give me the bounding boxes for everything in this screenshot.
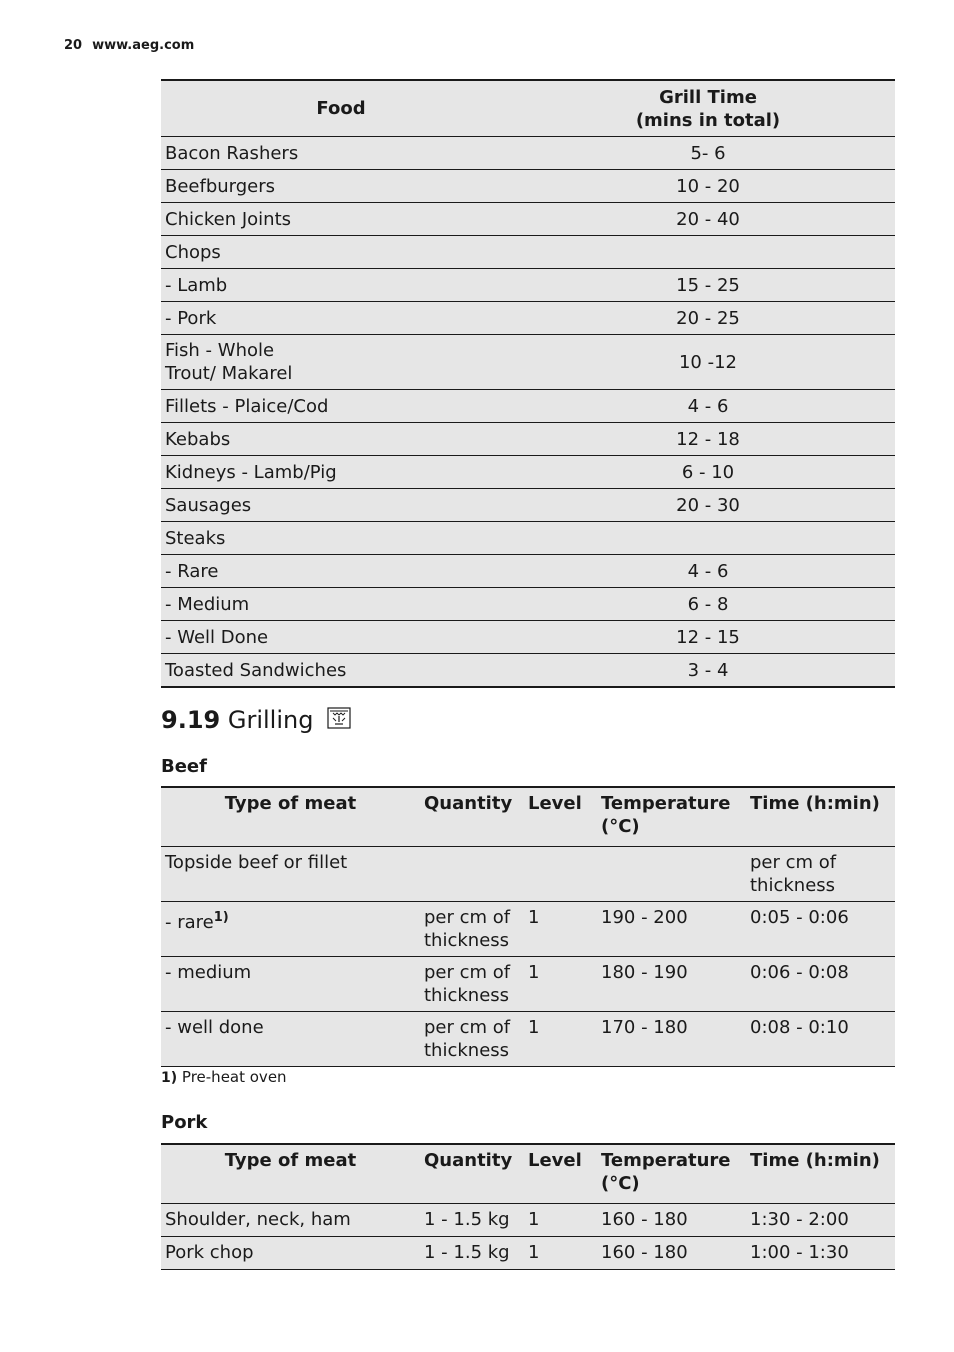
table-row xyxy=(161,423,895,456)
footnote-marker: 1) xyxy=(161,1070,178,1086)
food-cell: Bacon Rashers xyxy=(161,137,521,170)
food-cell: Chicken Joints xyxy=(161,203,521,236)
footnote-ref: 1) xyxy=(213,910,229,925)
food-cell: Sausages xyxy=(161,489,521,522)
type-cell xyxy=(161,1012,420,1067)
type-text: - medium xyxy=(165,962,252,983)
level-cell: 1 xyxy=(524,1237,597,1270)
time-column-header: Time (h:min) xyxy=(746,787,895,847)
food-cell: Toasted Sandwiches xyxy=(161,654,521,688)
temperature-cell: 170 - 180 xyxy=(597,1012,746,1067)
time-cell: 1:30 - 2:00 xyxy=(746,1204,895,1237)
table-row xyxy=(161,847,895,902)
table-row xyxy=(161,555,895,588)
table-header-row xyxy=(161,787,895,847)
beef-table xyxy=(161,786,895,1067)
time-cell: 0:05 - 0:06 xyxy=(746,902,895,957)
type-text: Topside beef or fillet xyxy=(165,852,348,873)
food-cell: Beefburgers xyxy=(161,170,521,203)
quantity-column-header: Quantity xyxy=(420,787,524,847)
grill-time-cell: 20 - 40 xyxy=(521,203,895,236)
type-text: - rare xyxy=(165,912,214,933)
type-column-header: Type of meat xyxy=(161,1144,420,1204)
table-row xyxy=(161,588,895,621)
table-row xyxy=(161,957,895,1012)
page-number: 20 xyxy=(64,38,83,53)
table-row xyxy=(161,1012,895,1067)
food-cell: - Well Done xyxy=(161,621,521,654)
quantity-cell: per cm of thickness xyxy=(420,957,524,1012)
table-row xyxy=(161,902,895,957)
quantity-cell: 1 - 1.5 kg xyxy=(420,1204,524,1237)
quantity-cell: per cm of thickness xyxy=(420,1012,524,1067)
time-cell: per cm of thickness xyxy=(746,847,895,902)
grill-time-cell: 20 - 25 xyxy=(521,302,895,335)
beef-subheading: Beef xyxy=(161,756,207,777)
quantity-cell: 1 - 1.5 kg xyxy=(420,1237,524,1270)
type-text: Shoulder, neck, ham xyxy=(165,1209,351,1230)
table-row xyxy=(161,1204,895,1237)
time-cell: 1:00 - 1:30 xyxy=(746,1237,895,1270)
pork-table xyxy=(161,1143,895,1270)
grill-time-cell: 12 - 18 xyxy=(521,423,895,456)
table-row xyxy=(161,1237,895,1270)
grill-time-cell: 3 - 4 xyxy=(521,654,895,688)
level-cell: 1 xyxy=(524,1012,597,1067)
food-cell: Kidneys - Lamb/Pig xyxy=(161,456,521,489)
grill-time-cell: 4 - 6 xyxy=(521,555,895,588)
temperature-column-header: Temperature (°C) xyxy=(597,787,746,847)
footnote-text: Pre-heat oven xyxy=(181,1068,287,1086)
page-header xyxy=(64,38,204,53)
temperature-cell: 160 - 180 xyxy=(597,1204,746,1237)
time-cell: 0:08 - 0:10 xyxy=(746,1012,895,1067)
food-cell: Fillets - Plaice/Cod xyxy=(161,390,521,423)
table-row xyxy=(161,335,895,390)
grill-time-cell: 5- 6 xyxy=(521,137,895,170)
type-column-header: Type of meat xyxy=(161,787,420,847)
level-column-header: Level xyxy=(524,787,597,847)
table-row xyxy=(161,236,895,269)
food-column-header: Food xyxy=(161,80,521,137)
section-title-text: Grilling xyxy=(227,706,314,734)
grill-time-cell: 12 - 15 xyxy=(521,621,895,654)
temperature-cell: 190 - 200 xyxy=(597,902,746,957)
type-cell xyxy=(161,1237,420,1270)
footnote xyxy=(161,1068,287,1086)
table-row xyxy=(161,302,895,335)
type-cell xyxy=(161,902,420,957)
level-cell: 1 xyxy=(524,957,597,1012)
food-cell: - Lamb xyxy=(161,269,521,302)
grill-time-cell: 20 - 30 xyxy=(521,489,895,522)
table-row xyxy=(161,390,895,423)
grill-time-cell xyxy=(521,522,895,555)
food-cell: Steaks xyxy=(161,522,521,555)
table-row xyxy=(161,203,895,236)
food-cell: Chops xyxy=(161,236,521,269)
grill-time-table xyxy=(161,79,895,688)
table-row xyxy=(161,522,895,555)
type-cell xyxy=(161,847,420,902)
food-cell: Fish - Whole Trout/ Makarel xyxy=(161,335,521,390)
quantity-cell: per cm of thickness xyxy=(420,902,524,957)
grill-time-cell: 10 - 20 xyxy=(521,170,895,203)
quantity-column-header: Quantity xyxy=(420,1144,524,1204)
table-header-row xyxy=(161,80,895,137)
level-cell: 1 xyxy=(524,902,597,957)
grill-time-cell: 15 - 25 xyxy=(521,269,895,302)
pork-subheading: Pork xyxy=(161,1112,208,1133)
grill-icon xyxy=(327,707,351,735)
temperature-cell xyxy=(597,847,746,902)
table-row xyxy=(161,269,895,302)
table-row xyxy=(161,137,895,170)
table-row xyxy=(161,170,895,203)
grill-time-cell: 6 - 8 xyxy=(521,588,895,621)
table-row xyxy=(161,654,895,688)
grill-time-cell xyxy=(521,236,895,269)
type-text: Pork chop xyxy=(165,1242,254,1263)
type-cell xyxy=(161,1204,420,1237)
type-text: - well done xyxy=(165,1017,264,1038)
temperature-column-header: Temperature (°C) xyxy=(597,1144,746,1204)
time-column-header: Time (h:min) xyxy=(746,1144,895,1204)
level-cell xyxy=(524,847,597,902)
level-column-header: Level xyxy=(524,1144,597,1204)
grill-time-column-header: Grill Time (mins in total) xyxy=(521,80,895,137)
time-cell: 0:06 - 0:08 xyxy=(746,957,895,1012)
food-cell: Kebabs xyxy=(161,423,521,456)
section-number: 9.19 xyxy=(161,706,221,734)
quantity-cell xyxy=(420,847,524,902)
website-url: www.aeg.com xyxy=(92,38,195,53)
level-cell: 1 xyxy=(524,1204,597,1237)
section-title xyxy=(161,706,351,735)
food-cell: - Pork xyxy=(161,302,521,335)
food-cell: - Medium xyxy=(161,588,521,621)
table-header-row xyxy=(161,1144,895,1204)
table-row xyxy=(161,621,895,654)
temperature-cell: 160 - 180 xyxy=(597,1237,746,1270)
temperature-cell: 180 - 190 xyxy=(597,957,746,1012)
table-row xyxy=(161,456,895,489)
type-cell xyxy=(161,957,420,1012)
table-row xyxy=(161,489,895,522)
food-cell: - Rare xyxy=(161,555,521,588)
grill-time-cell: 4 - 6 xyxy=(521,390,895,423)
grill-time-cell: 6 - 10 xyxy=(521,456,895,489)
grill-time-cell: 10 -12 xyxy=(521,335,895,390)
